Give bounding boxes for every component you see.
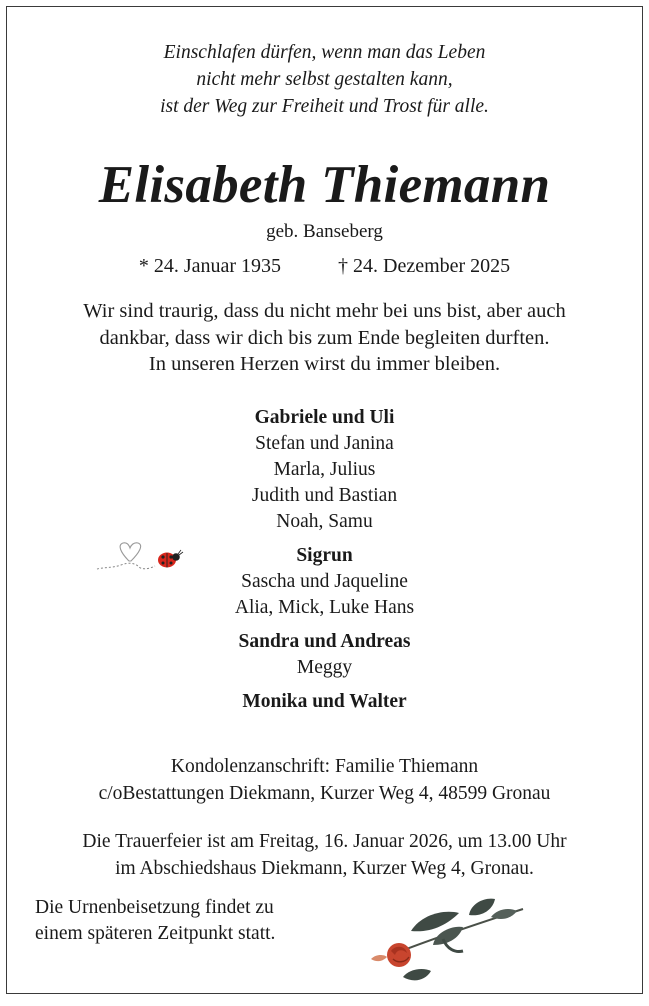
family-member: Sascha und Jaqueline xyxy=(241,571,408,592)
life-dates xyxy=(7,255,642,278)
family-group-head: Gabriele und Uli xyxy=(254,407,395,428)
condolence-line: Kondolenzanschrift: Familie Thiemann xyxy=(170,756,479,777)
family-group-head: Sigrun xyxy=(296,545,353,566)
message-line: In unseren Herzen wirst du immer bleiben. xyxy=(148,353,501,375)
urn-burial-note xyxy=(35,895,275,947)
obituary-notice xyxy=(6,6,643,994)
red-rose-icon xyxy=(351,895,531,995)
family-group xyxy=(7,405,642,535)
family-member: Noah, Samu xyxy=(276,511,373,532)
family-group xyxy=(7,689,642,715)
message-line: dankbar, dass wir dich bis zum Ende begleiten durften. xyxy=(99,326,550,349)
family-member: Meggy xyxy=(296,657,353,678)
family-member: Judith und Bastian xyxy=(251,485,398,506)
message-line: Wir sind traurig, dass du nicht mehr bei uns bist, aber auch xyxy=(83,300,566,322)
condolence-address xyxy=(7,753,642,807)
urn-line: einem späteren Zeitpunkt statt. xyxy=(35,923,276,944)
ceremony-line: im Abschiedshaus Diekmann, Kurzer Weg 4, Gronau. xyxy=(115,858,534,879)
urn-line: Die Urnenbeisetzung findet zu xyxy=(35,897,274,918)
quote-line: Einschlafen dürfen, wenn man das Leben xyxy=(163,42,486,63)
ladybug-heart-icon xyxy=(95,539,187,575)
birth-name: geb. Banseberg xyxy=(266,221,383,242)
ceremony-line: Die Trauerfeier ist am Freitag, 16. Januar 2026, um 13.00 Uhr xyxy=(82,831,567,852)
mourning-message xyxy=(7,298,642,378)
funeral-service-info xyxy=(7,828,642,882)
quote-line: nicht mehr selbst gestalten kann, xyxy=(196,69,453,90)
memorial-quote xyxy=(7,39,642,120)
family-member: Marla, Julius xyxy=(273,459,376,480)
family-group xyxy=(7,629,642,681)
death-date: † 24. Dezember 2025 xyxy=(338,255,511,277)
family-member: Stefan und Janina xyxy=(255,433,394,454)
family-member: Alia, Mick, Luke Hans xyxy=(234,597,415,618)
birth-date: * 24. Januar 1935 xyxy=(138,255,282,277)
family-group-head: Monika und Walter xyxy=(242,691,407,712)
deceased-name: Elisabeth Thiemann xyxy=(98,156,551,214)
family-group-head: Sandra und Andreas xyxy=(238,631,411,652)
quote-line: ist der Weg zur Freiheit und Trost für alle. xyxy=(160,96,489,117)
condolence-line: c/oBestattungen Diekmann, Kurzer Weg 4, 48599 Gronau xyxy=(98,783,551,804)
